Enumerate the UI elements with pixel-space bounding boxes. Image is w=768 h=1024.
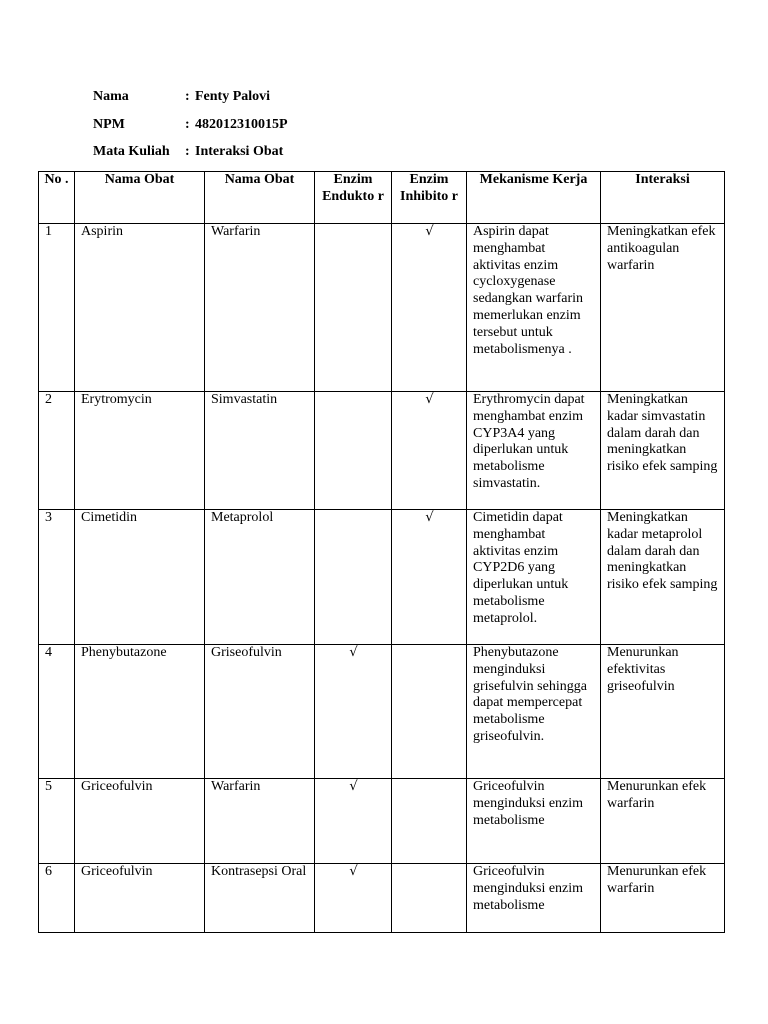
header-drug1: Nama Obat [75, 172, 205, 224]
npm-label: NPM [93, 116, 125, 132]
cell-mechanism: Phenybutazone menginduksi grisefulvin sehingga dapat mempercepat metabolisme griseofulvin. [467, 645, 601, 779]
name-label: Nama [93, 89, 129, 104]
cell-inhibitor [392, 645, 467, 779]
cell-drug2: Warfarin [205, 224, 315, 392]
cell-no: 5 [39, 779, 75, 864]
name-colon: : [185, 89, 190, 104]
cell-inhibitor: √ [392, 510, 467, 645]
cell-mechanism: Aspirin dapat menghambat aktivitas enzim cycloxygenase sedangkan warfarin memerlukan enzim tersebut untuk metabolismenya . [467, 224, 601, 392]
course-row [93, 143, 288, 171]
header-mechanism: Mekanisme Kerja [467, 172, 601, 224]
cell-drug1: Erytromycin [75, 392, 205, 510]
cell-drug2: Kontrasepsi Oral [205, 864, 315, 933]
header-interaction: Interaksi [601, 172, 725, 224]
npm-colon: : [185, 116, 190, 132]
cell-no: 2 [39, 392, 75, 510]
cell-mechanism: Erythromycin dapat menghambat enzim CYP3A4 yang diperlukan untuk metabolisme simvastatin. [467, 392, 601, 510]
table-row [39, 392, 725, 510]
cell-drug1: Cimetidin [75, 510, 205, 645]
cell-inductor: √ [315, 864, 392, 933]
table-header-row [39, 172, 725, 224]
cell-interaction: Meningkatkan kadar metaprolol dalam darah dan meningkatkan risiko efek samping [601, 510, 725, 645]
header-inhibitor: Enzim Inhibito r [392, 172, 467, 224]
cell-drug2: Warfarin [205, 779, 315, 864]
npm-row [93, 116, 288, 144]
cell-interaction: Meningkatkan kadar simvastatin dalam darah dan meningkatkan risiko efek samping [601, 392, 725, 510]
cell-drug1: Griceofulvin [75, 779, 205, 864]
cell-inductor: √ [315, 645, 392, 779]
student-info [93, 88, 288, 171]
table-row [39, 645, 725, 779]
header-inductor: Enzim Endukto r [315, 172, 392, 224]
table-row [39, 779, 725, 864]
header-no: No . [39, 172, 75, 224]
cell-no: 1 [39, 224, 75, 392]
cell-drug1: Aspirin [75, 224, 205, 392]
cell-drug1: Phenybutazone [75, 645, 205, 779]
cell-mechanism: Cimetidin dapat menghambat aktivitas enzim CYP2D6 yang diperlukan untuk metabolisme metaprolol. [467, 510, 601, 645]
name-value: Fenty Palovi [195, 89, 271, 104]
cell-interaction: Menurunkan efek warfarin [601, 779, 725, 864]
cell-drug2: Simvastatin [205, 392, 315, 510]
drug-interaction-table [38, 171, 725, 933]
course-value: Interaksi Obat [195, 144, 284, 159]
cell-drug2: Metaprolol [205, 510, 315, 645]
cell-inductor [315, 392, 392, 510]
cell-inhibitor: √ [392, 224, 467, 392]
cell-drug1: Griceofulvin [75, 864, 205, 933]
name-row [93, 88, 288, 116]
cell-mechanism: Griceofulvin menginduksi enzim metabolisme [467, 779, 601, 864]
cell-inhibitor [392, 779, 467, 864]
cell-interaction: Meningkatkan efek antikoagulan warfarin [601, 224, 725, 392]
cell-inhibitor [392, 864, 467, 933]
cell-no: 6 [39, 864, 75, 933]
cell-inductor: √ [315, 779, 392, 864]
cell-inductor [315, 224, 392, 392]
course-colon: : [185, 144, 190, 159]
header-drug2: Nama Obat [205, 172, 315, 224]
cell-no: 3 [39, 510, 75, 645]
cell-mechanism: Griceofulvin menginduksi enzim metabolisme [467, 864, 601, 933]
cell-interaction: Menurunkan efek warfarin [601, 864, 725, 933]
cell-drug2: Griseofulvin [205, 645, 315, 779]
cell-inhibitor: √ [392, 392, 467, 510]
table-row [39, 224, 725, 392]
npm-value: 482012310015P [195, 116, 288, 132]
table-row [39, 510, 725, 645]
course-label: Mata Kuliah [93, 144, 170, 159]
cell-no: 4 [39, 645, 75, 779]
table-row [39, 864, 725, 933]
cell-inductor [315, 510, 392, 645]
cell-interaction: Menurunkan efektivitas griseofulvin [601, 645, 725, 779]
